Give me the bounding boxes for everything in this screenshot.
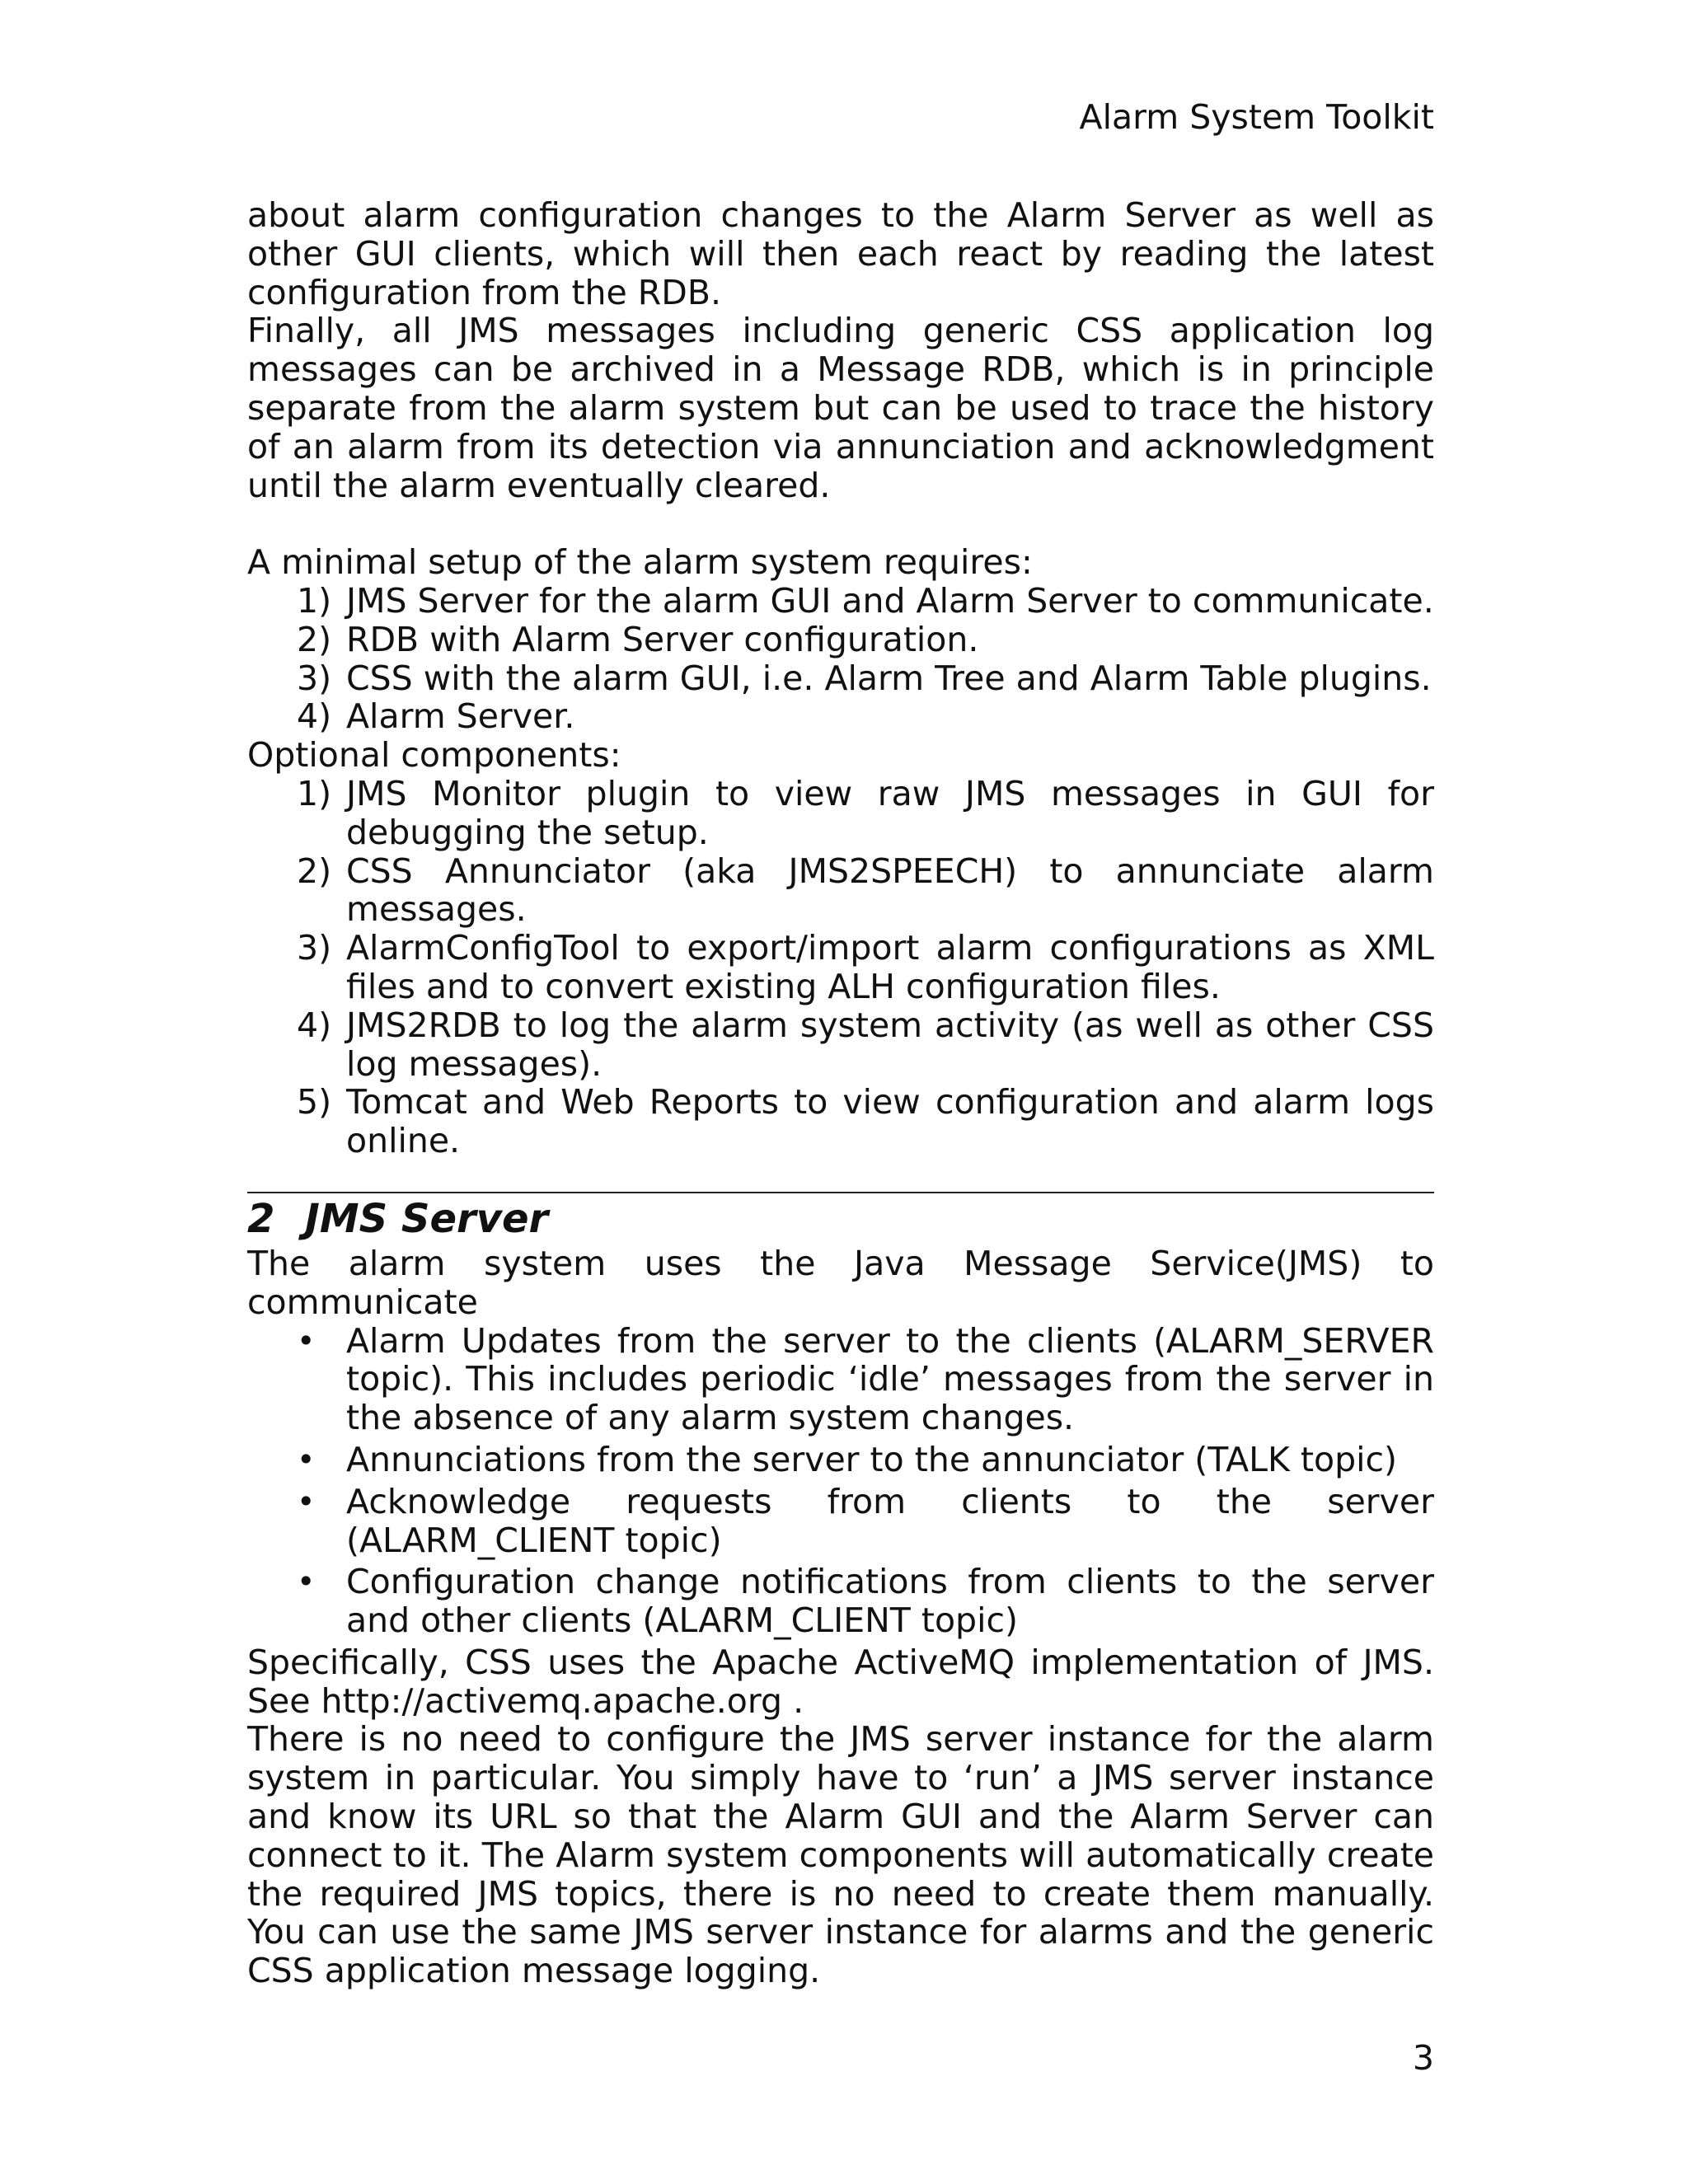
- config-paragraph: There is no need to configure the JMS server instance for the alarm system in particular. You simply have to ‘run’ a JMS server instance and know its URL so that the Alarm GUI and the Alarm Server can connect to it. The Alarm system components will automatically create the required JMS topics, there is no need to create them manually. You can use the same JMS server instance for alarms and the generic CSS application message logging.: [247, 1719, 1434, 1991]
- list-item: [247, 1441, 1434, 1479]
- list-item: [247, 582, 1434, 621]
- list-item: [247, 1322, 1434, 1437]
- minimal-setup-intro: A minimal setup of the alarm system requires:: [247, 542, 1033, 583]
- list-marker: 5): [297, 1082, 332, 1122]
- list-item-text: AlarmConfigTool to export/import alarm configurations as XML files and to convert existing ALH configuration files.: [346, 928, 1434, 1006]
- list-item-text: Alarm Updates from the server to the clients (ALARM_SERVER topic). This includes periodic ‘idle’ messages from the server in the absence of any alarm system changes.: [346, 1320, 1434, 1438]
- document-page: [247, 0, 1434, 2184]
- intro-paragraph-2: Finally, all JMS messages including generic CSS application log messages can be archived in a Message RDB, which is in principle separate from the alarm system but can be used to trace the history of an alarm from its detection via annunciation and acknowledgment until the alarm eventually cleared.: [247, 311, 1434, 505]
- list-item: [247, 659, 1434, 698]
- bullet-icon: •: [297, 1322, 316, 1359]
- page-number: 3: [1412, 2038, 1434, 2078]
- list-item: [247, 852, 1434, 930]
- list-item-text: JMS Monitor plugin to view raw JMS messages in GUI for debugging the setup.: [346, 773, 1434, 852]
- list-item: [247, 621, 1434, 659]
- list-marker: 1): [297, 773, 332, 813]
- list-item: [247, 929, 1434, 1006]
- section-heading: [247, 1193, 1434, 1244]
- list-marker: 2): [297, 619, 332, 659]
- bullet-icon: •: [297, 1441, 316, 1478]
- bullet-icon: •: [297, 1483, 316, 1520]
- list-item: [247, 1563, 1434, 1640]
- section-intro: The alarm system uses the Java Message Service(JMS) to communicate: [247, 1243, 1434, 1322]
- list-item-text: JMS2RDB to log the alarm system activity (as well as other CSS log messages).: [346, 1005, 1434, 1084]
- jms-usage-list: [247, 1322, 1434, 1640]
- list-item-text: CSS with the alarm GUI, i.e. Alarm Tree and Alarm Table plugins.: [346, 658, 1432, 698]
- list-marker: 2): [297, 851, 332, 891]
- section-number: 2: [247, 1195, 275, 1242]
- optional-components-list: [247, 775, 1434, 1160]
- activemq-paragraph: Specifically, CSS uses the Apache ActiveMQ implementation of JMS. See http://activemq.apache.org .: [247, 1642, 1434, 1721]
- blank-line: [247, 504, 1434, 543]
- intro-paragraph-1: about alarm configuration changes to the Alarm Server as well as other GUI clients, which will then each react by reading the latest configuration from the RDB.: [247, 195, 1434, 312]
- page-content: [247, 196, 1434, 1990]
- list-marker: 4): [297, 696, 332, 737]
- list-item-text: Configuration change notifications from clients to the server and other clients (ALARM_CLIENT topic): [346, 1562, 1434, 1641]
- list-item: [247, 1006, 1434, 1084]
- list-item: [247, 1083, 1434, 1160]
- minimal-setup-list: [247, 582, 1434, 736]
- section-title: JMS Server: [305, 1195, 549, 1242]
- list-item-text: JMS Server for the alarm GUI and Alarm Server to communicate.: [346, 580, 1434, 621]
- bullet-icon: •: [297, 1563, 316, 1601]
- running-header: Alarm System Toolkit: [1079, 97, 1434, 137]
- list-item-text: Alarm Server.: [346, 696, 575, 737]
- list-item: [247, 697, 1434, 736]
- list-marker: 4): [297, 1005, 332, 1045]
- list-item-text: Acknowledge requests from clients to the server (ALARM_CLIENT topic): [346, 1481, 1434, 1560]
- list-item: [247, 1483, 1434, 1560]
- list-marker: 3): [297, 658, 332, 698]
- list-marker: 3): [297, 928, 332, 968]
- optional-components-intro: Optional components:: [247, 735, 621, 776]
- list-marker: 1): [297, 580, 332, 621]
- list-item-text: RDB with Alarm Server configuration.: [346, 619, 979, 659]
- list-item-text: Annunciations from the server to the annunciator (TALK topic): [346, 1439, 1398, 1479]
- list-item-text: Tomcat and Web Reports to view configuration and alarm logs online.: [346, 1082, 1434, 1161]
- list-item: [247, 775, 1434, 852]
- list-item-text: CSS Annunciator (aka JMS2SPEECH) to annunciate alarm messages.: [346, 851, 1434, 930]
